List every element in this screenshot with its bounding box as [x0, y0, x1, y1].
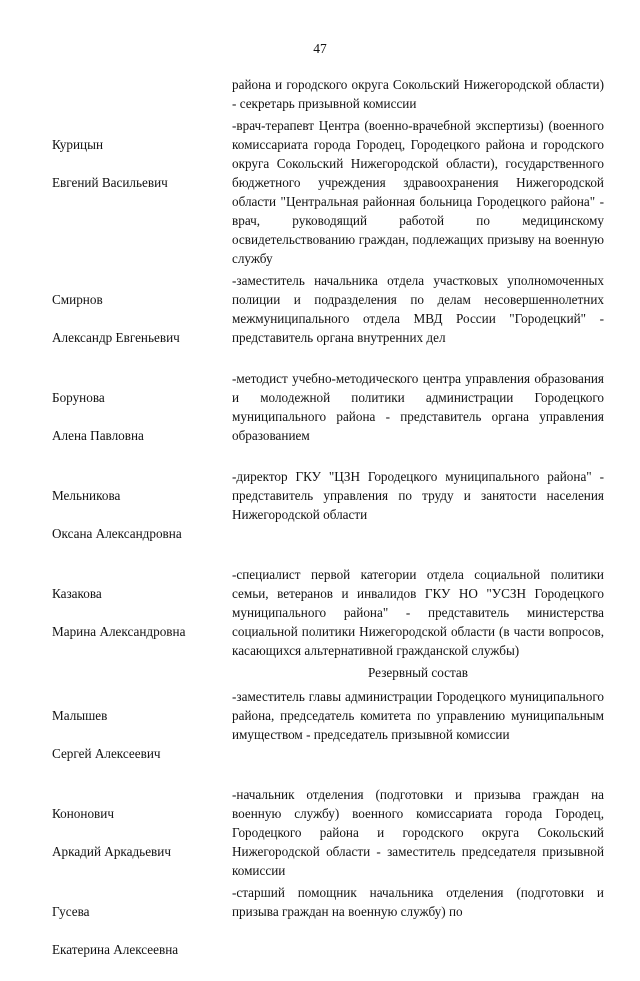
member-given-names: Евгений Васильевич [52, 175, 168, 190]
member-surname: Кононович [52, 806, 114, 821]
member-surname: Смирнов [52, 292, 103, 307]
document-body [52, 75, 604, 981]
member-given-names: Сергей Алексеевич [52, 746, 161, 761]
member-name [52, 785, 232, 880]
member-position: -заместитель главы администрации Городецкого муниципального района, председатель комитета по управлению муниципальным имуществом - председатель призывной комиссии [232, 689, 604, 742]
page-number: 47 [313, 41, 327, 56]
member-given-names: Екатерина Алексеевна [52, 942, 179, 957]
member-given-names: Марина Александровна [52, 624, 186, 639]
member-row [52, 271, 604, 366]
member-surname: Казакова [52, 586, 102, 601]
member-position: -методист учебно-методического центра управления образования и молодежной политики администрации Городецкого муниципального района - представитель органа управления образованием [232, 371, 604, 443]
reserve-member-row [52, 785, 604, 880]
member-surname: Курицын [52, 137, 104, 152]
member-position: -директор ГКУ "ЦЗН Городецкого муниципального района" - представитель управления по труду и занятости населения Нижегородской области [232, 469, 604, 522]
member-name [52, 687, 232, 782]
reserve-member-row [52, 687, 604, 782]
member-name [52, 116, 232, 268]
continuation-row [52, 75, 604, 113]
member-position: -старший помощник начальника отделения (подготовки и призыва граждан на военную службу) по [232, 885, 604, 919]
member-position: -начальник отделения (подготовки и призыва граждан на военную службу) военного комиссариата города Городец, Городецкого района и городского округа Сокольский Нижегородской области - заместитель председателя призывной комиссии [232, 787, 604, 878]
reserve-member-row [52, 883, 604, 978]
member-surname: Гусева [52, 904, 90, 919]
member-name [52, 467, 232, 562]
reserve-section-title: Резервный состав [368, 665, 468, 680]
member-name [52, 271, 232, 366]
member-surname: Мельникова [52, 488, 121, 503]
member-row [52, 116, 604, 268]
member-surname: Малышев [52, 708, 108, 723]
member-given-names: Александр Евгеньевич [52, 330, 180, 345]
member-name [52, 883, 232, 978]
member-position: -врач-терапевт Центра (военно-врачебной экспертизы) (военного комиссариата города Городец, Городецкого района и городского округа Сокольский Нижегородской области), государственного бюджетного учреждения здравоохранения Нижегородской области "Центральная районная больница Городецкого района" - врач, руководящий работой по медицинскому освидетельствованию граждан, подлежащих призыву на военную службу [232, 118, 604, 266]
continuation-text: района и городского округа Сокольский Нижегородской области) - секретарь призывной комиссии [232, 77, 604, 111]
member-row [52, 565, 604, 660]
member-given-names: Аркадий Аркадьевич [52, 844, 171, 859]
member-position: -специалист первой категории отдела социальной политики семьи, ветеранов и инвалидов ГКУ НО "УСЗН Городецкого муниципального района" - представитель министерства социальной политики Нижегородской области (в части вопросов, касающихся альтернативной гражданской службы) [232, 567, 604, 658]
member-name [52, 369, 232, 464]
member-given-names: Алена Павловна [52, 428, 144, 443]
member-given-names: Оксана Александровна [52, 526, 182, 541]
member-surname: Борунова [52, 390, 105, 405]
member-name [52, 565, 232, 660]
member-row [52, 369, 604, 464]
member-row [52, 467, 604, 562]
empty-name-cell [52, 75, 232, 113]
member-position: -заместитель начальника отдела участковых уполномоченных полиции и подразделения по делам несовершеннолетних межмуниципального отдела МВД России "Городецкий" - представитель органа внутренних дел [232, 273, 604, 345]
